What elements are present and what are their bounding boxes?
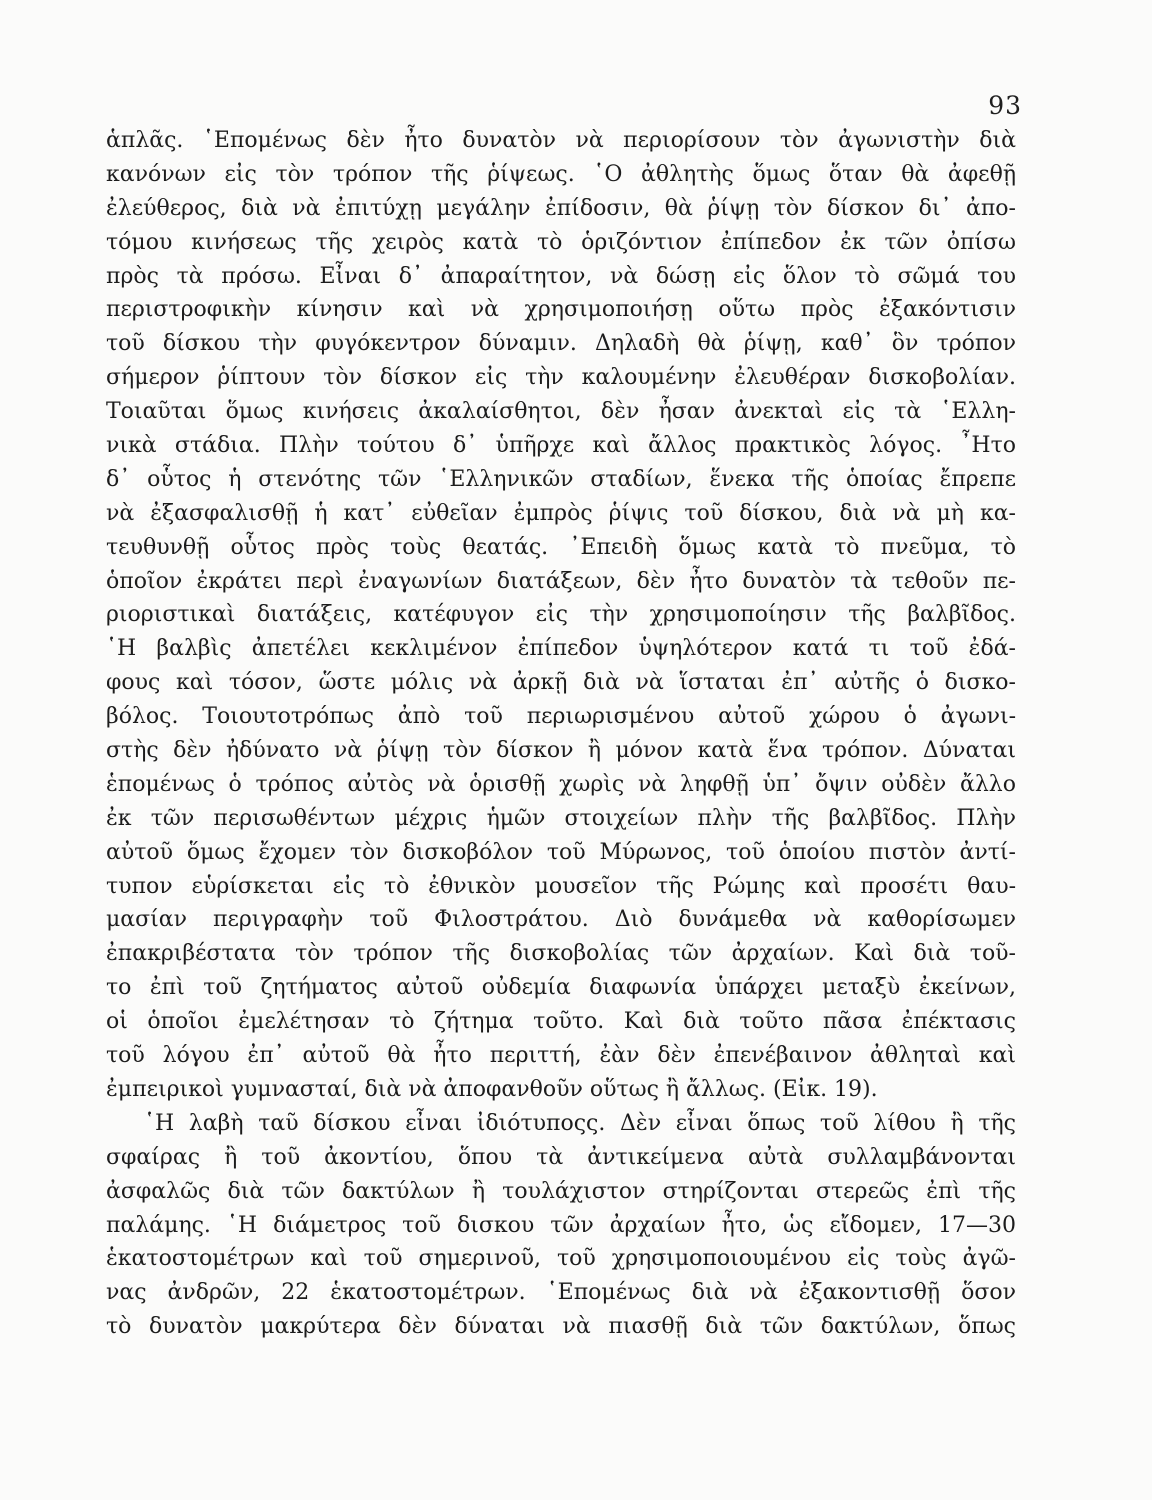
text-line-6: περιστροφικὴν κίνησιν καὶ νὰ χρησιμοποιήσῃ οὕτω πρὸς ἐξακόντισιν [106,297,1016,323]
text-line-36: τὸ δυνατὸν μακρύτερα δὲν δύναται νὰ πιασθῇ διὰ τῶν δακτύλων, ὅπως [106,1314,1016,1340]
text-line-24: μασίαν περιγραφὴν τοῦ Φιλοστράτου. Διὸ δυνάμεθα νὰ καθορίσωμεν [106,907,1016,933]
text-line-4: τόμου κινήσεως τῆς χειρὸς κατὰ τὸ ὁριζόντιον ἐπίπεδον ἐκ τῶν ὀπίσω [106,229,1016,255]
text-line-11: δ᾽ οὗτος ἡ στενότης τῶν ῾Ελληνικῶν σταδίων, ἕνεκα τῆς ὁποίας ἔπρεπε [106,466,1016,492]
text-line-26: το ἐπὶ τοῦ ζητήματος αὐτοῦ οὐδεμία διαφωνία ὑπάρχει μεταξὺ ἐκείνων, [106,975,1016,1001]
text-line-15: ριοριστικαὶ διατάξεις, κατέφυγον εἰς τὴν χρησιμοποίησιν τῆς βαλβῖδος. [106,602,1016,628]
text-line-21: ἐκ τῶν περισωθέντων μέχρις ἡμῶν στοιχείων πλὴν τῆς βαλβῖδος. Πλὴν [106,805,1016,831]
text-line-22: αὐτοῦ ὅμως ἔχομεν τὸν δισκοβόλον τοῦ Μύρωνος, τοῦ ὁποίου πιστὸν ἀντί- [106,839,1016,865]
text-line-7: τοῦ δίσκου τὴν φυγόκεντρον δύναμιν. Δηλαδὴ θὰ ῥίψῃ, καθ᾽ ὃν τρόπον [106,331,1016,357]
text-line-10: νικὰ στάδια. Πλὴν τούτου δ᾽ ὑπῆρχε καὶ ἄλλος πρακτικὸς λόγος. ῏Ητο [106,433,1016,459]
text-line-27: οἱ ὁποῖοι ἐμελέτησαν τὸ ζήτημα τοῦτο. Καὶ διὰ τοῦτο πᾶσα ἐπέκτασις [106,1009,1016,1035]
text-line-23: τυπον εὑρίσκεται εἰς τὸ ἐθνικὸν μουσεῖον τῆς Ρώμης καὶ προσέτι θαυ- [106,873,1016,899]
text-line-25: ἐπακριβέστατα τὸν τρόπον τῆς δισκοβολίας τῶν ἀρχαίων. Καὶ διὰ τοῦ- [106,941,1016,967]
page-number: 93 [988,91,1022,120]
text-line-12: νὰ ἐξασφαλισθῇ ἡ κατ᾽ εὐθεῖαν ἐμπρὸς ῥίψις τοῦ δίσκου, διὰ νὰ μὴ κα- [106,500,1016,526]
text-line-29: ἐμπειρικοὶ γυμνασταί, διὰ νὰ ἀποφανθοῦν οὕτως ἢ ἄλλως. (Εἰκ. 19). [106,1076,878,1102]
text-line-5: πρὸς τὰ πρόσω. Εἶναι δ᾽ ἀπαραίτητον, νὰ δώσῃ εἰς ὅλον τὸ σῶμά του [106,263,1016,289]
text-line-33: παλάμης. ῾Η διάμετρος τοῦ δισκου τῶν ἀρχαίων ἦτο, ὡς εἴδομεν, 17—30 [106,1212,1016,1238]
text-line-3: ἐλεύθερος, διὰ νὰ ἐπιτύχῃ μεγάλην ἐπίδοσιν, θὰ ῥίψῃ τὸν δίσκον δι᾽ ἀπο- [106,195,1016,221]
text-line-28: τοῦ λόγου ἐπ᾽ αὐτοῦ θὰ ἦτο περιττή, ἐὰν δὲν ἐπενέβαινον ἀθληταὶ καὶ [106,1043,1016,1069]
text-line-35: νας ἀνδρῶν, 22 ἑκατοστομέτρων. ῾Επομένως διὰ νὰ ἐξακοντισθῇ ὅσον [106,1280,1016,1306]
text-line-8: σήμερον ῥίπτουν τὸν δίσκον εἰς τὴν καλουμένην ἐλευθέραν δισκοβολίαν. [106,365,1016,391]
text-line-34: ἑκατοστομέτρων καὶ τοῦ σημερινοῦ, τοῦ χρησιμοποιουμένου εἰς τοὺς ἀγῶ- [106,1246,1016,1272]
text-line-20: ἑπομένως ὁ τρόπος αὐτὸς νὰ ὁρισθῇ χωρὶς νὰ ληφθῇ ὑπ᾽ ὄψιν οὐδὲν ἄλλο [106,771,1016,797]
body-text [106,124,1016,1344]
text-line-32: ἀσφαλῶς διὰ τῶν δακτύλων ἢ τουλάχιστον στηρίζονται στερεῶς ἐπὶ τῆς [106,1178,1016,1204]
text-line-9: Τοιαῦται ὅμως κινήσεις ἀκαλαίσθητοι, δὲν ἦσαν ἀνεκταὶ εἰς τὰ ῾Ελλη- [106,399,1016,425]
text-line-17: φους καὶ τόσον, ὥστε μόλις νὰ ἀρκῇ διὰ νὰ ἵσταται ἐπ᾽ αὐτῆς ὁ δισκο- [106,670,1016,696]
text-line-14: ὁποῖον ἐκράτει περὶ ἐναγωνίων διατάξεων, δὲν ἦτο δυνατὸν τὰ τεθοῦν πε- [106,568,1016,594]
text-line-19: στὴς δὲν ἠδύνατο νὰ ῥίψῃ τὸν δίσκον ἢ μόνον κατὰ ἕνα τρόπον. Δύναται [106,738,1016,764]
text-line-30: ῾Η λαβὴ ταῦ δίσκου εἶναι ἰδιότυποςς. Δὲν εἶναι ὅπως τοῦ λίθου ἢ τῆς [144,1110,1016,1136]
text-line-2: κανόνων εἰς τὸν τρόπον τῆς ῥίψεως. ῾Ο ἀθλητὴς ὅμως ὅταν θὰ ἀφεθῇ [106,161,1016,187]
text-line-1: ἁπλᾶς. ῾Επομένως δὲν ἦτο δυνατὸν νὰ περιορίσουν τὸν ἀγωνιστὴν διὰ [106,128,1016,153]
text-line-16: ῾Η βαλβὶς ἀπετέλει κεκλιμένον ἐπίπεδον ὑψηλότερον κατά τι τοῦ ἐδά- [106,636,1016,662]
text-line-13: τευθυνθῇ οὗτος πρὸς τοὺς θεατάς. ᾿Επειδὴ ὅμως κατὰ τὸ πνεῦμα, τὸ [106,534,1016,560]
text-line-31: σφαίρας ἢ τοῦ ἀκοντίου, ὅπου τὰ ἀντικείμενα αὐτὰ συλλαμβάνονται [106,1144,1016,1170]
text-line-18: βόλος. Τοιουτοτρόπως ἀπὸ τοῦ περιωρισμένου αὐτοῦ χώρου ὁ ἀγωνι- [106,704,1016,730]
